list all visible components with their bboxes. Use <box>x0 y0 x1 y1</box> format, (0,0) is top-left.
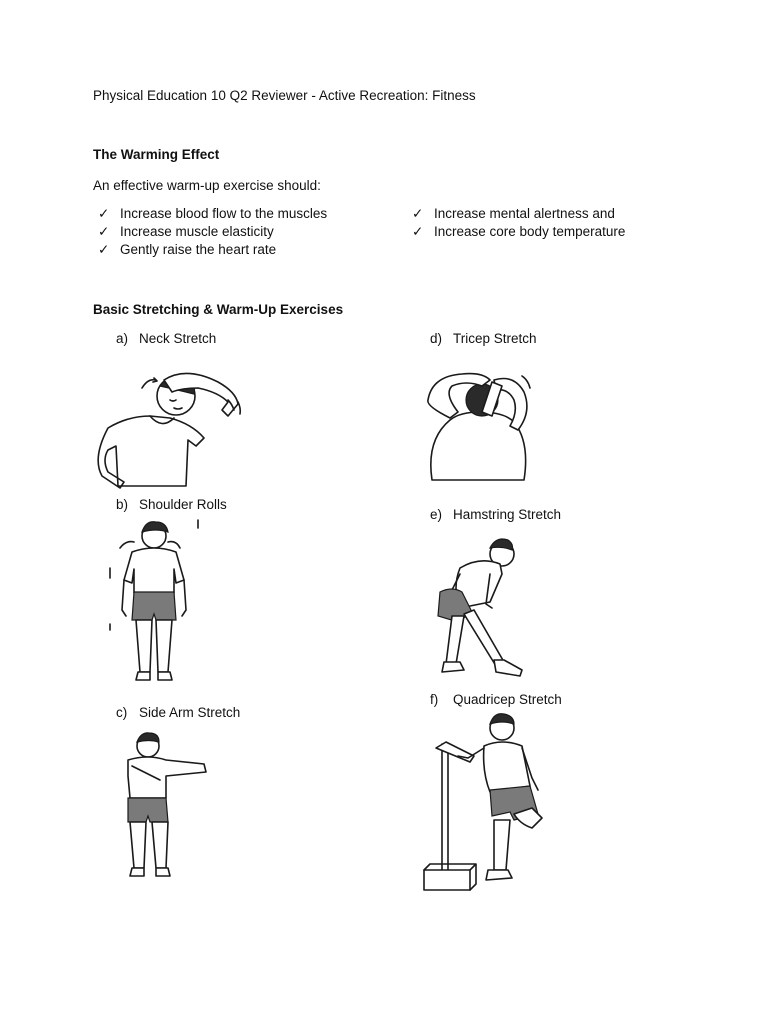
exercise-name: Tricep Stretch <box>453 331 537 346</box>
document-title: Physical Education 10 Q2 Reviewer - Active Recreation: Fitness <box>93 88 476 103</box>
checklist-item <box>412 224 625 240</box>
checklist-item-text: Increase muscle elasticity <box>120 224 274 239</box>
exercise-letter: a) <box>116 331 129 346</box>
warming-effect-intro: An effective warm-up exercise should: <box>93 178 321 193</box>
exercise-label-tricep-stretch <box>430 331 537 346</box>
shoulder-rolls-illustration <box>104 518 204 690</box>
exercise-name: Shoulder Rolls <box>139 497 227 512</box>
neck-stretch-illustration <box>98 366 250 486</box>
exercise-letter: c) <box>116 705 128 720</box>
checkmark-icon: ✓ <box>98 206 110 221</box>
checklist-item-text: Increase mental alertness and <box>434 206 615 221</box>
checklist-item <box>412 206 615 222</box>
exercise-letter: e) <box>430 507 443 522</box>
exercise-letter: f) <box>430 692 439 707</box>
checklist-item <box>98 206 327 222</box>
exercise-name: Side Arm Stretch <box>139 705 241 720</box>
warming-effect-heading: The Warming Effect <box>93 147 220 162</box>
exercise-letter: b) <box>116 497 129 512</box>
exercise-label-shoulder-rolls <box>116 497 227 512</box>
exercise-label-side-arm-stretch <box>116 705 240 720</box>
checklist-item-text: Increase blood flow to the muscles <box>120 206 328 221</box>
tricep-stretch-illustration <box>424 370 536 488</box>
exercise-name: Quadricep Stretch <box>453 692 562 707</box>
exercise-label-hamstring-stretch <box>430 507 561 522</box>
checkmark-icon: ✓ <box>412 224 424 239</box>
quadricep-stretch-illustration <box>418 714 548 900</box>
checklist-item <box>98 242 276 258</box>
exercise-label-quadricep-stretch <box>430 692 562 707</box>
checkmark-icon: ✓ <box>98 242 110 257</box>
exercise-name: Neck Stretch <box>139 331 217 346</box>
checklist-item-text: Increase core body temperature <box>434 224 626 239</box>
checklist-item-text: Gently raise the heart rate <box>120 242 277 257</box>
hamstring-stretch-illustration <box>430 534 530 686</box>
exercise-letter: d) <box>430 331 443 346</box>
exercise-label-neck-stretch <box>116 331 216 346</box>
checkmark-icon: ✓ <box>98 224 110 239</box>
exercise-name: Hamstring Stretch <box>453 507 562 522</box>
stretching-heading: Basic Stretching & Warm-Up Exercises <box>93 302 344 317</box>
checkmark-icon: ✓ <box>412 206 424 221</box>
side-arm-stretch-illustration <box>112 732 212 892</box>
checklist-item <box>98 224 274 240</box>
